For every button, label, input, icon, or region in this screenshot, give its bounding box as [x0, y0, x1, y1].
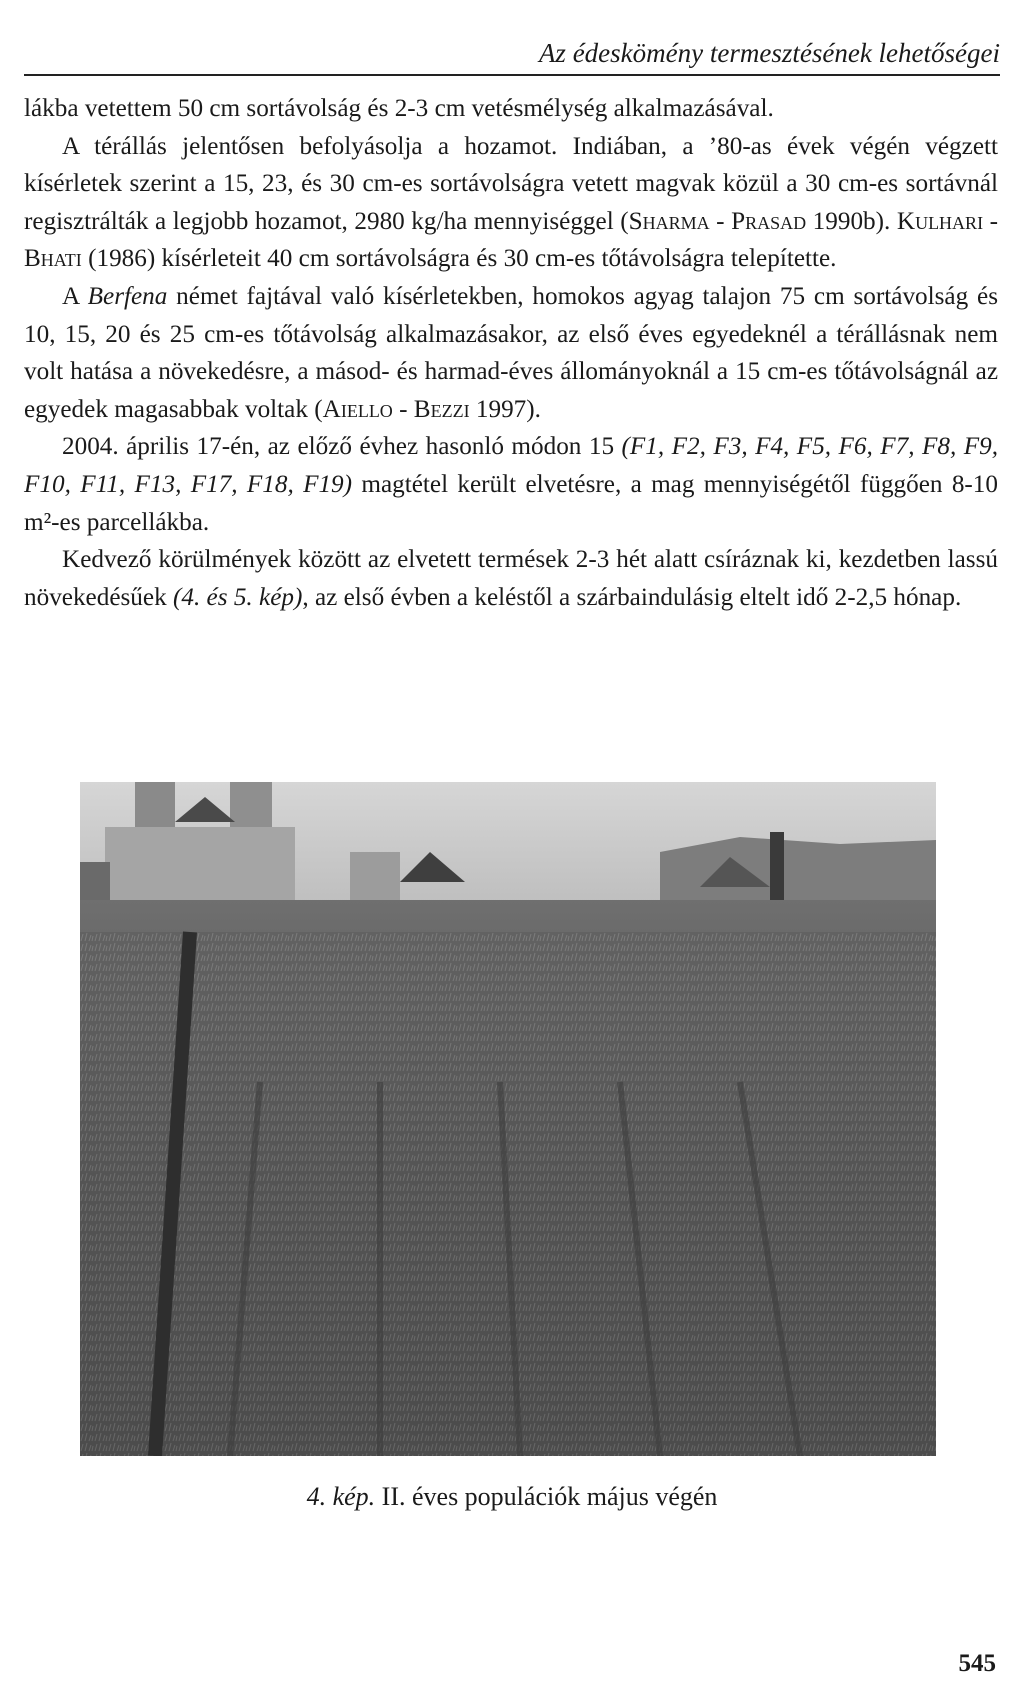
paragraph-3 — [24, 278, 998, 428]
p5-text-b: , az első évben a keléstől a szárbaindulásig eltelt idő 2-2,5 hónap. — [302, 583, 962, 611]
figure-reference: (4. és 5. kép) — [172, 583, 303, 611]
figure-caption — [0, 1482, 1024, 1512]
paragraph-5 — [24, 541, 998, 616]
variety-name: Berfena — [87, 282, 168, 310]
p3-text-b: német fajtával való kísérletekben, homokos agyag talajon 75 cm sortávolság és 10, 15, 20 és 25 cm-es tőtávolság alkalmazásakor, az első éves egyedeknél a térállásnak nem volt hatása a növekedésre, a másod- és harmad-éves állományoknál a 15 cm-es tőtávolságnál az egyedek magasabbak voltak ( — [24, 282, 998, 423]
citation-kulhari-bhati: Kulhari - Bhati — [24, 207, 998, 273]
citation-aiello-bezzi: Aiello - Bezzi — [322, 395, 470, 423]
p3-text-c: 1997). — [469, 395, 541, 423]
paragraph-4 — [24, 428, 998, 541]
p5-text-a: Kedvező körülmények között az elvetett termések 2-3 hét alatt csíráznak ki, kezdetben lassú növekedésűek — [24, 546, 998, 611]
field-photo — [80, 782, 936, 1456]
citation-sharma-prasad: Sharma - Prasad — [628, 207, 807, 235]
running-header: Az édeskömény termesztésének lehetőségei — [538, 38, 1000, 68]
p4-text-a: 2004. április 17-én, az előző évhez hasonló módon 15 — [62, 433, 622, 461]
paragraph-2 — [24, 128, 998, 278]
page-number: 545 — [958, 1650, 996, 1677]
distant-house — [350, 852, 400, 902]
p3-text-a: A — [62, 282, 88, 310]
p2-text-c: (1986) kísérleteit 40 cm sortávolságra és 30 cm-es tőtávolságra telepítette. — [81, 245, 837, 273]
caption-label: 4. kép. — [306, 1482, 376, 1511]
factory-building — [105, 827, 295, 902]
p4-text-b: magtétel került elvetésre, a mag mennyiségétől függően 8-10 m²-es parcellákba. — [24, 470, 998, 536]
seed-lot-list: (F1, F2, F3, F4, F5, F6, F7, F8, F9, F10, F11, F13, F17, F18, F19) — [24, 433, 998, 498]
header-rule — [24, 74, 1000, 76]
p2-text-b: 1990b). — [806, 207, 897, 235]
body-text — [24, 90, 998, 616]
p2-text-a: A térállás jelentősen befolyásolja a hozamot. Indiában, a ’80-as évek végén végzett kísérletek szerint a 15, 23, és 30 cm-es sortávolságra vetett magvak közül a 30 cm-es sortávnál regisztrálták a legjobb hozamot, 2980 kg/ha mennyiséggel ( — [24, 132, 998, 235]
field-photo-graphic — [80, 782, 936, 1456]
paragraph-1: lákba vetettem 50 cm sortávolság és 2-3 cm vetésmélység alkalmazásával. — [24, 95, 774, 122]
caption-text: II. éves populációk május végén — [375, 1482, 718, 1511]
